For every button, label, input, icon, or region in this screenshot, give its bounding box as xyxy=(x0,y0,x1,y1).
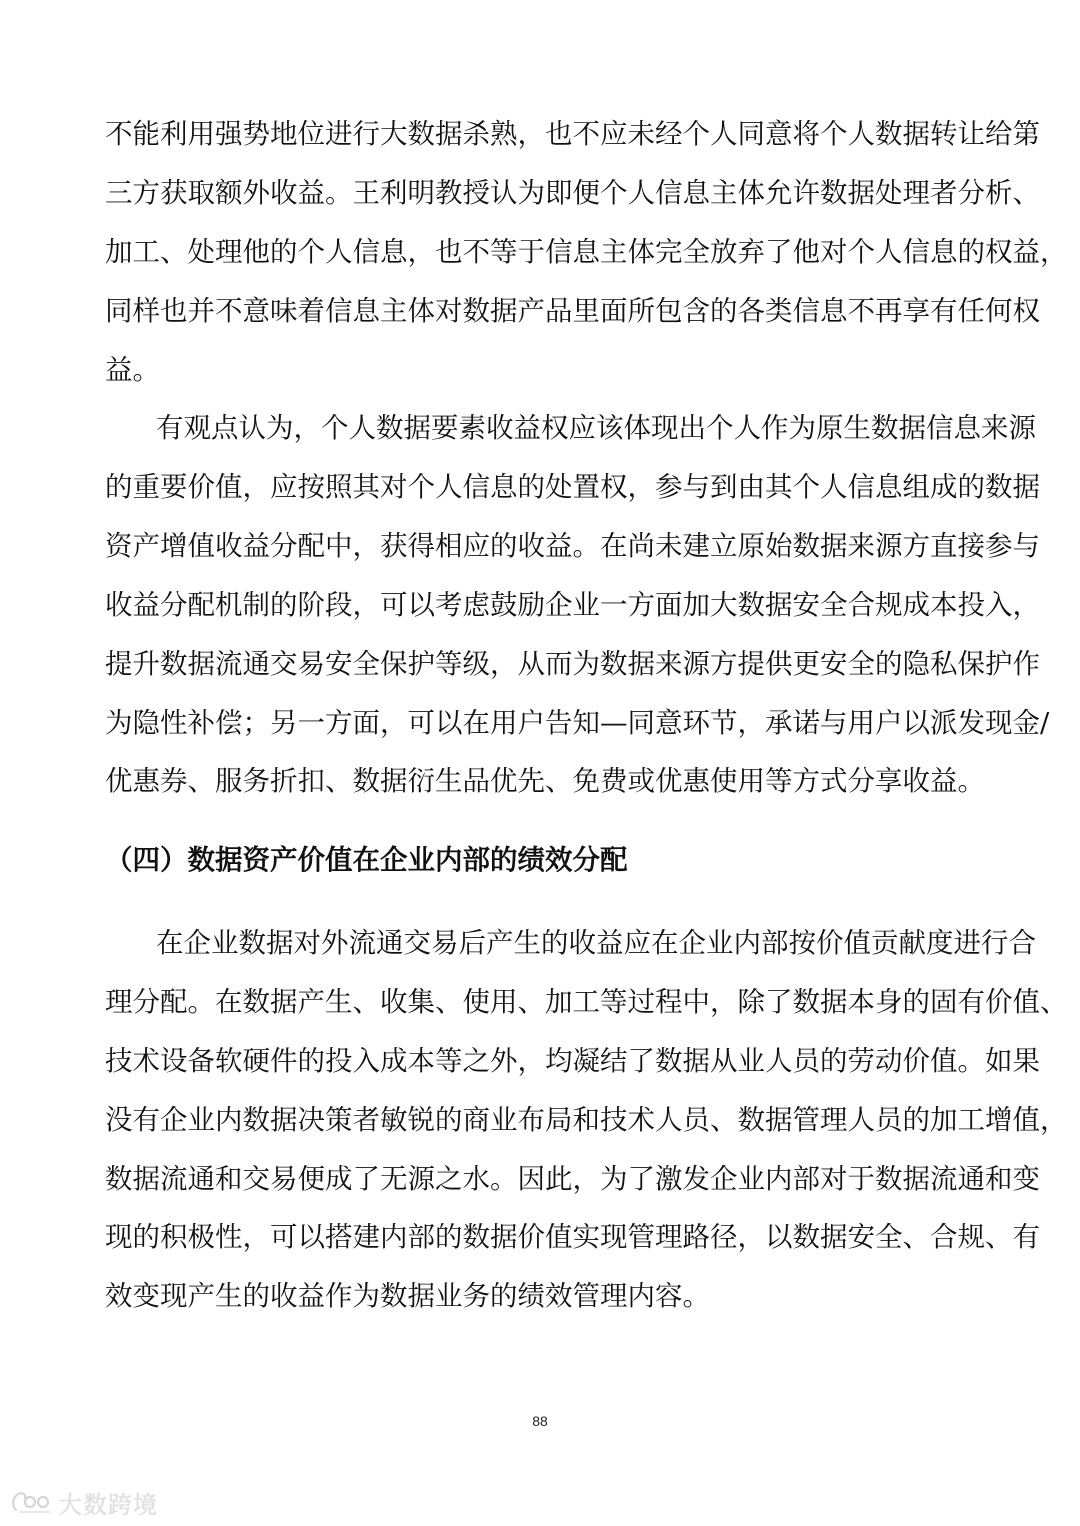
paragraph-line: 理分配。在数据产生、收集、使用、加工等过程中，除了数据本身的固有价值、 xyxy=(105,986,1068,1018)
paragraph-line: 资产增值收益分配中，获得相应的收益。在尚未建立原始数据来源方直接参与 xyxy=(105,530,1040,562)
paragraph-line: 在企业数据对外流通交易后产生的收益应在企业内部按价值贡献度进行合 xyxy=(156,927,1036,959)
paragraph-line: 加工、处理他的个人信息，也不等于信息主体完全放弃了他对个人信息的权益， xyxy=(105,236,1068,268)
paragraph-line: 有观点认为，个人数据要素收益权应该体现出个人作为原生数据信息来源 xyxy=(156,412,1036,444)
watermark-text: 大数跨境 xyxy=(58,1490,158,1519)
paragraph-line: 现的积极性，可以搭建内部的数据价值实现管理路径，以数据安全、合规、有 xyxy=(105,1221,1040,1253)
paragraph-line: 三方获取额外收益。王利明教授认为即便个人信息主体允许数据处理者分析、 xyxy=(105,177,1040,209)
paragraph-line: 数据流通和交易便成了无源之水。因此，为了激发企业内部对于数据流通和变 xyxy=(105,1163,1040,1195)
watermark xyxy=(10,1486,158,1518)
brand-logo-icon xyxy=(10,1488,54,1516)
section-heading: （四）数据资产价值在企业内部的绩效分配 xyxy=(105,844,628,876)
paragraph-line: 为隐性补偿；另一方面，可以在用户告知—同意环节，承诺与用户以派发现金/ xyxy=(105,707,1050,739)
page-number: 88 xyxy=(532,1413,548,1429)
paragraph-line: 不能利用强势地位进行大数据杀熟，也不应未经个人同意将个人数据转让给第 xyxy=(105,118,1040,150)
paragraph-line: 优惠券、服务折扣、数据衍生品优先、免费或优惠使用等方式分享收益。 xyxy=(105,765,985,797)
paragraph-line: 的重要价值，应按照其对个人信息的处置权，参与到由其个人信息组成的数据 xyxy=(105,471,1040,503)
paragraph-line: 同样也并不意味着信息主体对数据产品里面所包含的各类信息不再享有任何权 xyxy=(105,295,1040,327)
paragraph-line: 效变现产生的收益作为数据业务的绩效管理内容。 xyxy=(105,1280,710,1312)
paragraph-line: 益。 xyxy=(105,354,160,386)
paragraph-line: 技术设备软硬件的投入成本等之外，均凝结了数据从业人员的劳动价值。如果 xyxy=(105,1045,1040,1077)
paragraph-line: 没有企业内数据决策者敏锐的商业布局和技术人员、数据管理人员的加工增值， xyxy=(105,1104,1068,1136)
paragraph-line: 收益分配机制的阶段，可以考虑鼓励企业一方面加大数据安全合规成本投入， xyxy=(105,589,1040,621)
paragraph-line: 提升数据流通交易安全保护等级，从而为数据来源方提供更安全的隐私保护作 xyxy=(105,648,1040,680)
